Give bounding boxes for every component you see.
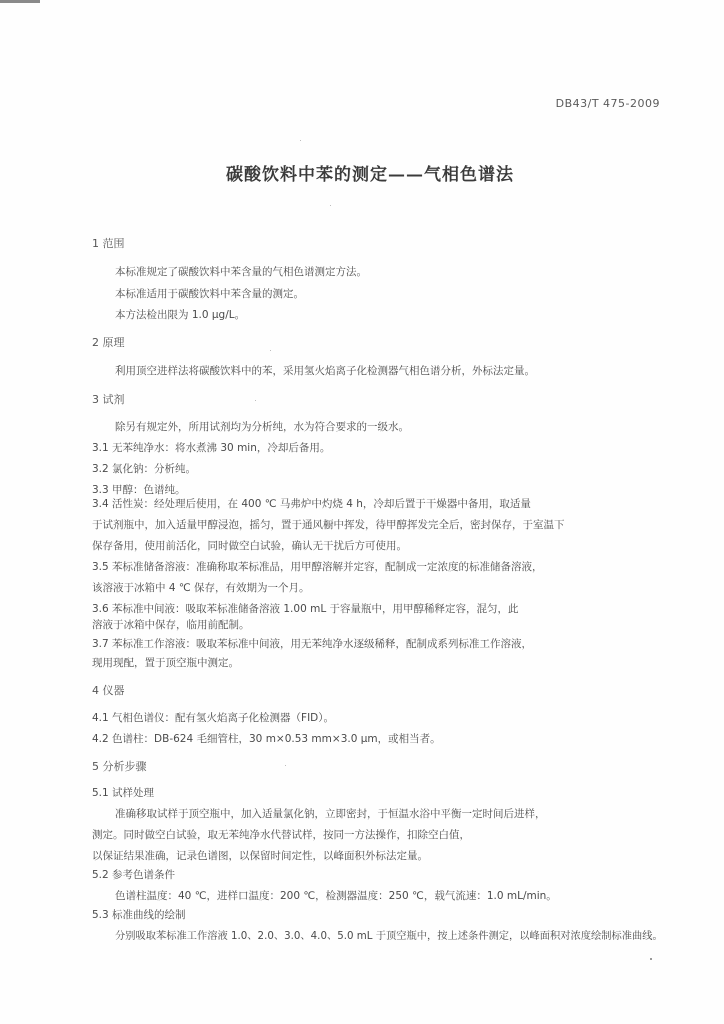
body-line: 以保证结果准确，记录色谱图，以保留时间定性，以峰面积外标法定量。 — [92, 850, 428, 862]
body-line: 3.6 苯标准中间液：吸取苯标准储备溶液 1.00 mL 于容量瓶中，用甲醇稀释定容，混匀，此 — [92, 603, 519, 615]
body-line: 本标准适用于碳酸饮料中苯含量的测定。 — [115, 288, 304, 300]
scan-speck — [285, 765, 286, 766]
scan-speck — [300, 140, 301, 141]
body-line: 本标准规定了碳酸饮料中苯含量的气相色谱测定方法。 — [115, 266, 367, 278]
scan-speck — [255, 400, 256, 401]
scan-speck — [270, 350, 271, 351]
body-line: 4.2 色谱柱：DB-624 毛细管柱，30 m×0.53 mm×3.0 μm，或相当者。 — [92, 733, 441, 745]
subsection-heading: 5.3 标准曲线的绘制 — [92, 909, 186, 921]
body-line: 于试剂瓶中，加入适量甲醇浸泡，摇匀，置于通风橱中挥发，待甲醇挥发完全后，密封保存，于室温下 — [92, 519, 565, 531]
section-heading-instruments: 4 仪器 — [92, 684, 125, 697]
body-line: 保存备用，使用前活化，同时做空白试验，确认无干扰后方可使用。 — [92, 540, 407, 552]
section-heading-scope: 1 范围 — [92, 237, 125, 250]
scan-speck — [650, 958, 652, 960]
body-line: 3.3 甲醇：色谱纯。 — [92, 484, 186, 496]
body-line: 分别吸取苯标准工作溶液 1.0、2.0、3.0、4.0、5.0 mL 于顶空瓶中，按上述条件测定，以峰面积对浓度绘制标准曲线。 — [115, 930, 663, 942]
body-line: 溶液于冰箱中保存，临用前配制。 — [92, 619, 250, 631]
body-line: 3.7 苯标准工作溶液：吸取苯标准中间液，用无苯纯净水逐级稀释，配制成系列标准工作溶液， — [92, 638, 533, 650]
body-line: 本方法检出限为 1.0 μg/L。 — [115, 309, 246, 321]
section-heading-principle: 2 原理 — [92, 336, 125, 349]
body-line: 测定。同时做空白试验，取无苯纯净水代替试样，按同一方法操作，扣除空白值， — [92, 829, 470, 841]
document-code: DB43/T 475-2009 — [555, 97, 660, 110]
body-line: 准确移取试样于顶空瓶中，加入适量氯化钠，立即密封，于恒温水浴中平衡一定时间后进样， — [115, 808, 546, 820]
document-title: 碳酸饮料中苯的测定——气相色谱法 — [226, 165, 514, 185]
body-line: 除另有规定外，所用试剂均为分析纯，水为符合要求的一级水。 — [115, 421, 409, 433]
body-line: 3.1 无苯纯净水：将水煮沸 30 min，冷却后备用。 — [92, 442, 331, 454]
body-line: 3.5 苯标准储备溶液：准确称取苯标准品，用甲醇溶解并定容，配制成一定浓度的标准储备溶液， — [92, 561, 543, 573]
body-line: 利用顶空进样法将碳酸饮料中的苯，采用氢火焰离子化检测器气相色谱分析，外标法定量。 — [115, 365, 535, 377]
body-line: 色谱柱温度：40 ℃，进样口温度：200 ℃，检测器温度：250 ℃，载气流速：1.0 mL/min。 — [115, 890, 557, 902]
subsection-heading: 5.2 参考色谱条件 — [92, 869, 176, 881]
body-line: 3.4 活性炭：经处理后使用，在 400 ℃ 马弗炉中灼烧 4 h，冷却后置于干燥器中备用，取适量 — [92, 498, 531, 510]
body-line: 现用现配，置于顶空瓶中测定。 — [92, 657, 239, 669]
section-heading-reagents: 3 试剂 — [92, 393, 125, 406]
scan-speck — [330, 205, 331, 206]
section-heading-procedure: 5 分析步骤 — [92, 760, 147, 773]
body-line: 3.2 氯化钠：分析纯。 — [92, 463, 197, 475]
subsection-heading: 5.1 试样处理 — [92, 787, 155, 799]
body-line: 该溶液于冰箱中 4 ℃ 保存，有效期为一个月。 — [92, 582, 310, 594]
scan-edge-mark — [0, 0, 40, 3]
body-line: 4.1 气相色谱仪：配有氢火焰离子化检测器（FID）。 — [92, 712, 335, 724]
